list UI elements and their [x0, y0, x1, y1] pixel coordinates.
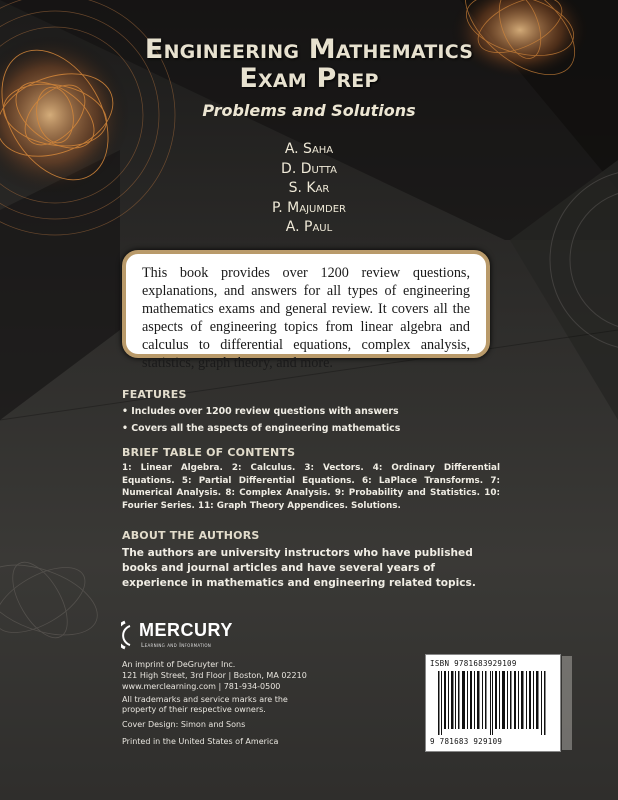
author-name: P. Majumder: [272, 199, 346, 216]
author-list: [0, 140, 618, 238]
book-title-line2: Exam Prep: [239, 63, 379, 94]
description-box: This book provides over 1200 review questions, explanations, and answers for all types of engineering mathematics exams and general review. It covers all the aspects of engineering topics from linear algebra and calculus to differential equations, complex analysis, statistics, graph theory, and more.: [122, 250, 490, 358]
feature-item: • Covers all the aspects of engineering mathematics: [122, 423, 401, 434]
author-name: A. Paul: [285, 219, 333, 235]
printed-in-line: Printed in the United States of America: [122, 737, 279, 746]
imprint-line: An imprint of DeGruyter Inc.: [122, 660, 236, 669]
trademark-line: All trademarks and service marks are the: [122, 695, 288, 704]
edge-mark: [562, 656, 572, 750]
barcode-bars: [438, 671, 548, 735]
feature-item: • Includes over 1200 review questions with answers: [122, 406, 399, 417]
book-title-line1: Engineering Mathematics: [144, 34, 474, 65]
cover-design-credit: Cover Design: Simon and Sons: [122, 720, 246, 729]
web-phone-line: www.merclearning.com | 781-934-0500: [122, 682, 281, 691]
toc-heading: BRIEF TABLE OF CONTENTS: [122, 446, 296, 459]
trademark-line: property of their respective owners.: [122, 705, 266, 714]
book-subtitle: Problems and Solutions: [202, 101, 416, 120]
author-name: D. Dutta: [281, 160, 337, 177]
author-name: A. Saha: [284, 141, 334, 157]
about-text: The authors are university instructors who have published books and journal articles and have several years of experience in mathematics and engineering related topics.: [122, 547, 476, 589]
toc-text: 1: Linear Algebra. 2: Calculus. 3: Vectors. 4: Ordinary Differential Equations. 5: Partial Differential Equations. 6: LaPlace Transforms. 7: Numerical Analysis. 8: Complex Analysis. 9: Probability and Statistics. 10: Fourier Series. 11: Graph Theory Appendices. Solutions.: [122, 463, 500, 511]
address-line: 121 High Street, 3rd Floor | Boston, MA 02210: [122, 671, 307, 680]
swirl-bottom-left: [0, 551, 107, 648]
publisher-logo-subtitle: Learning and Information: [141, 642, 212, 649]
features-heading: FEATURES: [122, 388, 187, 401]
about-heading: ABOUT THE AUTHORS: [122, 529, 260, 542]
isbn-bottom-text: 9 781683 929109: [430, 737, 503, 746]
barcode: [425, 654, 561, 752]
publisher-logo-text: MERCURY: [139, 620, 233, 640]
isbn-top-text: ISBN 9781683929109: [430, 659, 517, 668]
author-name: S. Kar: [288, 180, 330, 196]
